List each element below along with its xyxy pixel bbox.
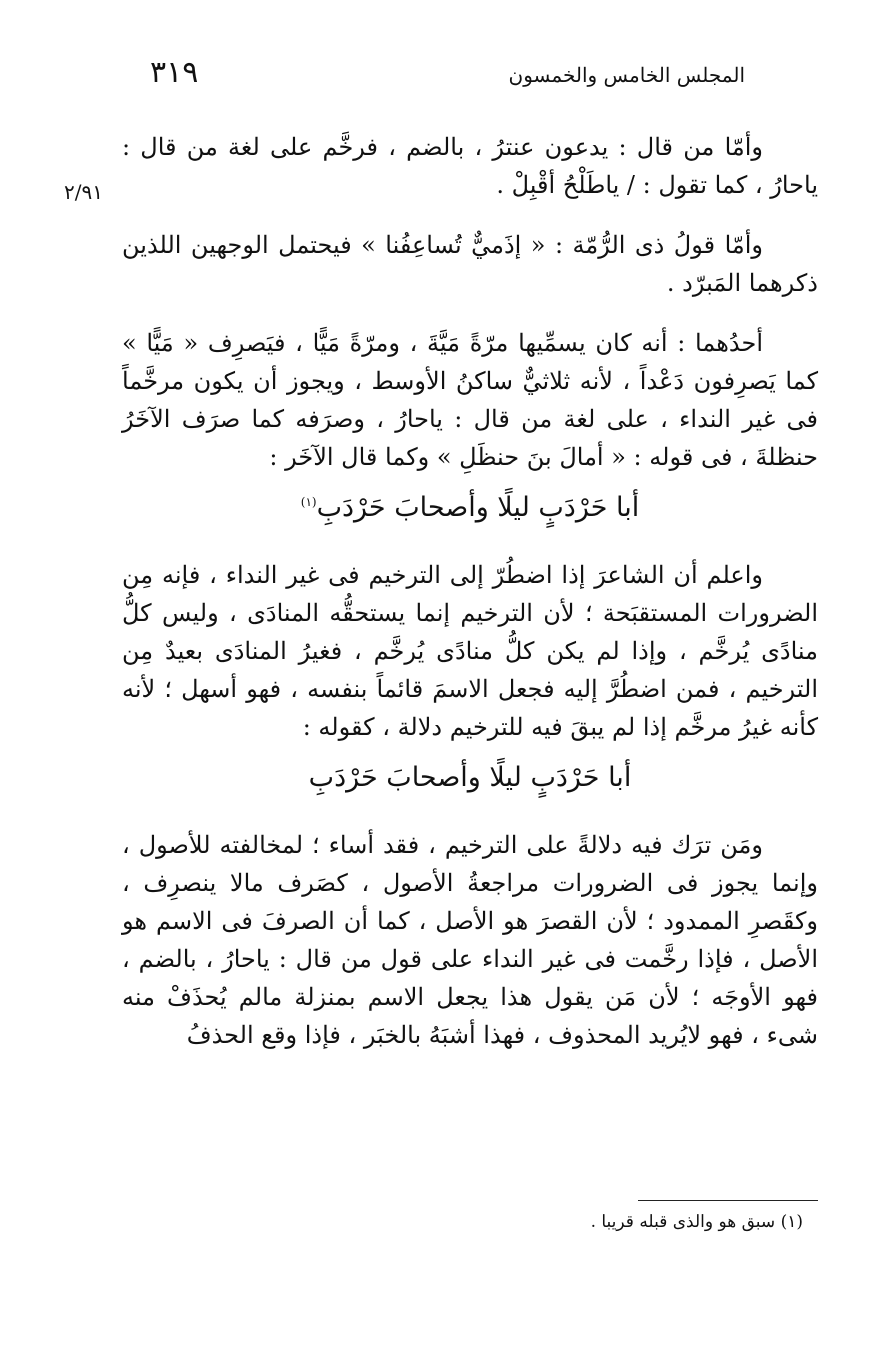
running-title: المجلس الخامس والخمسون [508,63,745,87]
paragraph-2: وأمّا قولُ ذى الرُّمّة : « إذَميٌّ تُساعِفُنا » فيحتمل الوجهين اللذين ذكرهما المَبرّد . [122,231,818,297]
paragraph-3: أحدُهما : أنه كان يسمِّيها مرّةً مَيَّةَ ، ومرّةً مَيًّا ، فيَصرِف « مَيًّا » كما يَصرِفون دَعْداً ، لأنه ثلاثيٌّ ساكنُ الأوسط ، ويجوز أن يكون مرخَّماً فى غير النداء ، على لغة من قال : ياحارُ ، وصرَفه كما صرَف الآخَرُ حنظلةَ ، فى قوله : « أمالَ بنَ حنظَلِ » وكما قال الآخَر : [122,329,818,471]
paragraph-5: ومَن ترَك فيه دلالةً على الترخيم ، فقد أساء ؛ لمخالفته للأصول ، وإنما يجوز فى الضرورات مراجعةُ الأصول ، كصَرف مالا ينصرِف ، وكقَصرِ الممدود ؛ لأن القصرَ هو الأصل ، كما أن الصرفَ فى الاسم هو الأصل ، فإذا رخَّمت فى غير النداء على قول من قال : ياحارُ ، بالضم ، فهو الأوجَه ؛ لأن مَن يقول هذا يجعل الاسم بمنزلة مالم يُحذَفْ منه شىء ، فهو لايُريد المحذوف ، فهذا أشبَهُ بالخبَر ، فإذا وقع الحذفُ [122,831,818,1049]
page-header [150,55,745,95]
margin-reference: ٢/٩١ [64,180,103,204]
paragraph-4: واعلم أن الشاعرَ إذا اضطُرّ إلى الترخيم فى غير النداء ، فإنه مِن الضرورات المستقبَحة ؛ لأن الترخيم إنما يستحقُّه المنادَى ، وليس كلُّ منادًى يُرخَّم ، وإذا لم يكن كلُّ منادًى يُرخَّم ، فغيرُ المنادَى بعيدٌ مِن الترخيم ، فمن اضطُرَّ إليه فجعل الاسمَ قائماً بنفسه ، فهو أسهل ؛ لأنه كأنه غيرُ مرخَّم إذا لم يبقَ فيه للترخيم دلالة ، كقوله : [122,561,818,741]
footnote-divider [638,1200,818,1201]
main-text [122,128,818,1076]
page-number: ٣١٩ [150,55,199,90]
verse-1-text: أبا حَرْدَبٍ ليلًا وأصحابَ حَرْدَبِ [316,492,640,523]
footnote-marker: (١) [300,495,317,509]
paragraph-1: وأمّا من قال : يدعون عنترُ ، بالضم ، فرخَّم على لغة من قال : ياحارُ ، كما تقول : / ياطَلْحُ أقْبِلْ . [122,133,818,199]
verse-1 [122,486,818,530]
verse-2: أبا حَرْدَبٍ ليلًا وأصحابَ حَرْدَبِ [308,762,632,793]
footnote: (١) سبق هو والذى قبله قريبا . [590,1212,803,1232]
